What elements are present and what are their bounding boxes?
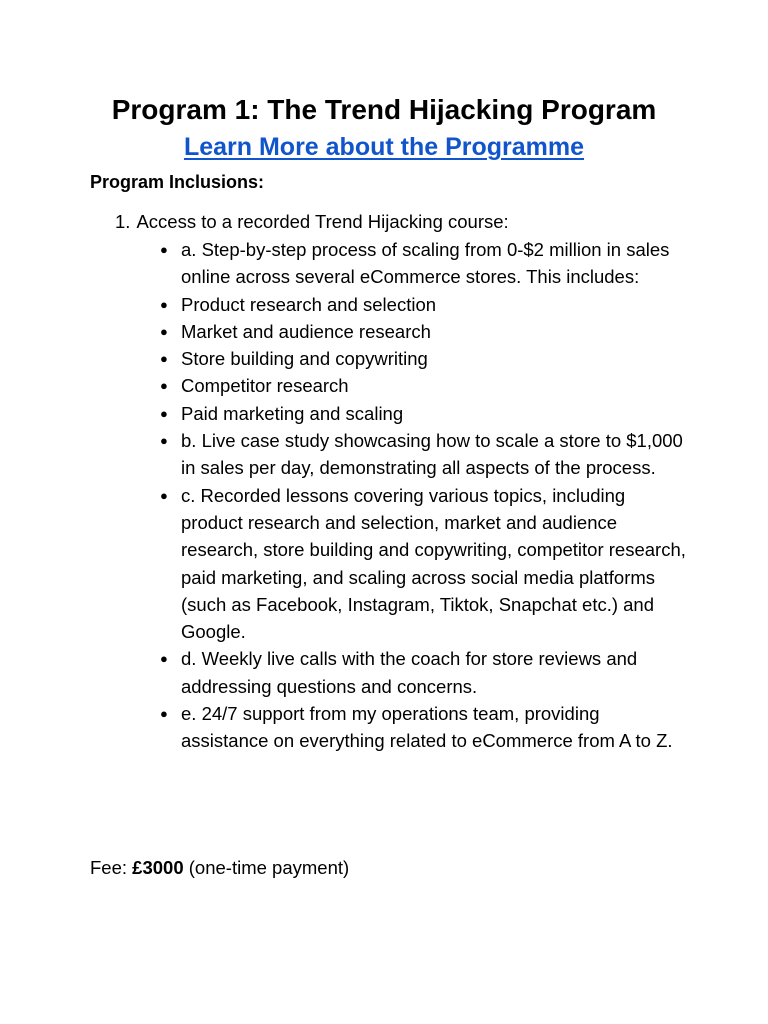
fee-amount: £3000 [132,857,184,878]
bullet-item [160,427,690,482]
bullet-icon: ● [160,296,168,312]
learn-more-link-wrapper [0,129,768,165]
bullet-text: Market and audience research [181,320,431,342]
bullet-item [160,318,690,345]
bullet-item [160,700,690,755]
bullet-icon: ● [160,706,168,722]
list-item-text: Access to a recorded Trend Hijacking course: [136,211,509,232]
bullet-icon: ● [160,405,168,421]
bullet-icon: ● [160,323,168,339]
document-title: Program 1: The Trend Hijacking Program [111,94,657,125]
bullet-text: Store building and copywriting [181,348,428,370]
bullet-text: Competitor research [181,375,349,397]
bullet-item [160,291,690,318]
bullet-icon: ● [160,433,168,449]
inclusions-bullet-list [160,236,690,755]
fee-line [90,854,349,882]
bullet-icon: ● [160,487,168,503]
bullet-text: b. Live case study showcasing how to scale a store to $1,000 in sales per day, demonstrating all aspects of the process. [181,430,683,479]
bullet-item [160,345,690,372]
bullet-text: Product research and selection [181,293,437,315]
bullet-icon: ● [160,351,168,367]
bullet-icon: ● [160,651,168,667]
bullet-item [160,645,690,700]
bullet-item [160,482,690,646]
bullet-text: a. Step-by-step process of scaling from 0-$2 million in sales online across several eCommerce stores. This includes: [181,239,670,288]
fee-note: (one-time payment) [188,857,350,878]
bullet-icon: ● [160,242,168,257]
bullet-item [160,372,690,399]
bullet-item [160,400,690,427]
bullet-item [160,236,690,291]
bullet-icon: ● [160,378,168,394]
inclusions-heading: Program Inclusions: [90,172,265,192]
bullet-text: d. Weekly live calls with the coach for store reviews and addressing questions and concerns. [181,648,638,697]
numbered-list-item-1 [115,208,509,236]
fee-label: Fee: [90,857,128,878]
list-item-number: 1. [115,211,131,232]
bullet-text: c. Recorded lessons covering various topics, including product research and selection, market and audience research, store building and copywriting, competitor research, paid marketing, and scaling across social media platforms (such as Facebook, Instagram, Tiktok, Snapchat etc.) and Google. [181,484,686,643]
learn-more-link[interactable]: Learn More about the Programme [183,133,585,161]
bullet-text: Paid marketing and scaling [181,402,404,424]
bullet-text: e. 24/7 support from my operations team, providing assistance on everything related to eCommerce from A to Z. [181,703,673,752]
